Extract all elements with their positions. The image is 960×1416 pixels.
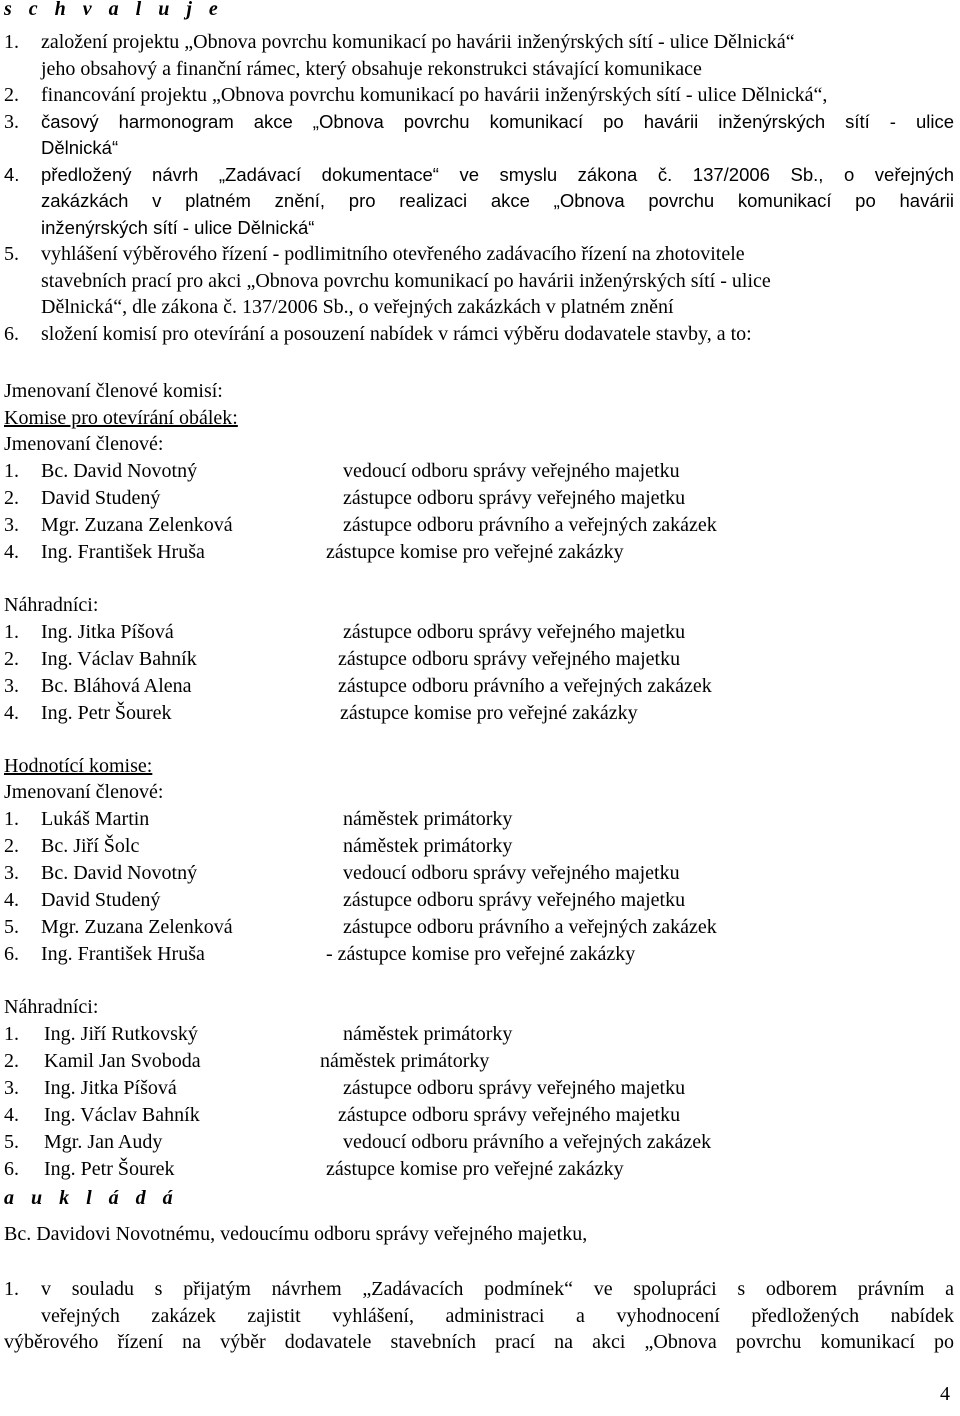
member-number: 2. — [4, 648, 19, 670]
member-number: 1. — [4, 621, 19, 643]
item-number: 1. — [4, 31, 19, 53]
member-name: Ing. Jitka Píšová — [41, 621, 174, 643]
list-item — [4, 162, 954, 242]
item-line: jeho obsahový a finanční rámec, který obsahuje rekonstrukci stávající komunikace — [41, 57, 702, 80]
member-role: zástupce odboru správy veřejného majetku — [343, 1077, 686, 1099]
item-number: 3. — [4, 110, 19, 133]
list-item — [4, 82, 954, 109]
member-role: zástupce odboru právního a veřejných zakázek — [343, 916, 717, 938]
member-row — [4, 860, 904, 886]
item-number: 6. — [4, 322, 19, 345]
member-number: 2. — [4, 1050, 19, 1072]
member-name: Ing. Petr Šourek — [44, 1158, 175, 1180]
list-item — [4, 29, 954, 82]
member-role: náměstek primátorky — [343, 808, 513, 830]
evaluation-committee-title: Hodnotící komise: — [4, 755, 153, 777]
item-line: inženýrských sítí - ulice Dělnická“ — [41, 216, 315, 238]
item-number: 1. — [4, 1278, 19, 1300]
member-name: David Studený — [41, 889, 161, 911]
member-number: 5. — [4, 1131, 19, 1153]
item-line: výběrového řízení na výběr dodavatele stavebních prací na akci „Obnova povrchu komunikací po — [4, 1331, 954, 1353]
member-name: Mgr. Zuzana Zelenková — [41, 916, 233, 938]
member-number: 3. — [4, 1077, 19, 1099]
member-name: Bc. Bláhová Alena — [41, 675, 192, 697]
evaluation-substitutes-label: Náhradníci: — [4, 996, 99, 1018]
member-name: Bc. David Novotný — [41, 460, 198, 482]
member-role: vedoucí odboru správy veřejného majetku — [343, 460, 680, 482]
substitute-row — [4, 646, 904, 672]
member-number: 1. — [4, 808, 19, 830]
item-line: financování projektu „Obnova povrchu komunikací po havárii inženýrských sítí - ulice Dělnická“, — [41, 84, 828, 106]
member-role: zástupce odboru správy veřejného majetku — [338, 648, 681, 670]
addressee: Bc. Davidovi Novotnému, vedoucímu odboru správy veřejného majetku, — [4, 1223, 588, 1245]
substitute-row — [4, 1075, 904, 1101]
item-number: 2. — [4, 84, 19, 106]
member-name: Mgr. Jan Audy — [44, 1131, 163, 1153]
member-name: Ing. František Hruša — [41, 541, 205, 563]
member-number: 2. — [4, 487, 19, 509]
substitute-row — [4, 1048, 904, 1074]
member-role: zástupce komise pro veřejné zakázky — [326, 1158, 624, 1180]
member-role: zástupce odboru správy veřejného majetku — [343, 487, 686, 509]
member-number: 3. — [4, 862, 19, 884]
list-item-continuation — [4, 1329, 954, 1356]
member-row — [4, 539, 904, 565]
member-number: 6. — [4, 943, 19, 965]
item-line: Dělnická“, dle zákona č. 137/2006 Sb., o veřejných zakázkách v platném znění — [41, 296, 674, 318]
member-row — [4, 458, 904, 484]
member-number: 6. — [4, 1158, 19, 1180]
member-name: Ing. František Hruša — [41, 943, 205, 965]
member-name: Ing. Petr Šourek — [41, 702, 172, 724]
page-number: 4 — [940, 1383, 950, 1405]
member-name: Ing. Jiří Rutkovský — [44, 1023, 198, 1045]
member-number: 4. — [4, 889, 19, 911]
member-row — [4, 806, 904, 832]
substitute-row — [4, 619, 904, 645]
member-number: 1. — [4, 1023, 19, 1045]
member-role: zástupce odboru správy veřejného majetku — [343, 621, 686, 643]
member-name: Ing. Jitka Píšová — [44, 1077, 177, 1099]
member-row — [4, 833, 904, 859]
item-line: veřejných zakázek zajistit vyhlášení, administraci a vyhodnocení předložených nabídek — [41, 1304, 954, 1327]
member-number: 3. — [4, 514, 19, 536]
member-number: 2. — [4, 835, 19, 857]
member-number: 5. — [4, 916, 19, 938]
member-role: zástupce komise pro veřejné zakázky — [326, 541, 624, 563]
item-line: v souladu s přijatým návrhem „Zadávacích podmínek“ ve spolupráci s odborem právním a — [41, 1278, 954, 1300]
member-number: 1. — [4, 460, 19, 482]
item-line: časový harmonogram akce „Obnova povrchu komunikací po havárii inženýrských sítí - ulice — [41, 110, 954, 132]
member-name: Lukáš Martin — [41, 808, 150, 830]
member-name: Ing. Václav Bahník — [41, 648, 197, 670]
member-name: David Studený — [41, 487, 161, 509]
member-number: 3. — [4, 675, 19, 697]
member-number: 4. — [4, 1104, 19, 1126]
member-role: náměstek primátorky — [343, 835, 513, 857]
appointed-heading: Jmenovaní členové komisí: — [4, 380, 223, 402]
item-line: vyhlášení výběrového řízení - podlimitního otevřeného zadávacího řízení na zhotovitele — [41, 243, 745, 265]
substitute-row — [4, 1156, 904, 1182]
opening-members-label: Jmenovaní členové: — [4, 433, 164, 455]
item-line: předložený návrh „Zadávací dokumentace“ ve smyslu zákona č. 137/2006 Sb., o veřejných — [41, 163, 954, 185]
member-role: vedoucí odboru právního a veřejných zakázek — [343, 1131, 712, 1153]
member-row — [4, 485, 904, 511]
member-number: 4. — [4, 541, 19, 563]
member-role: náměstek primátorky — [343, 1023, 513, 1045]
list-item — [4, 321, 954, 348]
item-number: 5. — [4, 243, 19, 265]
substitute-row — [4, 1021, 904, 1047]
member-name: Ing. Václav Bahník — [44, 1104, 200, 1126]
substitute-row — [4, 700, 904, 726]
approvals-list — [4, 29, 954, 347]
member-row — [4, 887, 904, 913]
item-number: 4. — [4, 163, 20, 185]
substitute-row — [4, 1129, 904, 1155]
member-name: Mgr. Zuzana Zelenková — [41, 514, 233, 536]
item-line: stavebních prací pro akci „Obnova povrchu komunikací po havárii inženýrských sítí - ulice — [41, 269, 771, 292]
member-role: náměstek primátorky — [320, 1050, 490, 1072]
heading-uklada: a u k l á d á — [4, 1187, 179, 1209]
item-line: Dělnická“ — [41, 137, 119, 158]
item-line: zakázkách v platném znění, pro realizaci akce „Obnova povrchu komunikací po havárii — [41, 190, 954, 211]
item-line: založení projektu „Obnova povrchu komunikací po havárii inženýrských sítí - ulice Dělnická“ — [41, 31, 795, 53]
member-role: zástupce odboru správy veřejného majetku — [343, 889, 686, 911]
opening-substitutes-label: Náhradníci: — [4, 594, 99, 616]
list-item — [4, 1276, 954, 1329]
member-role: vedoucí odboru správy veřejného majetku — [343, 862, 680, 884]
member-role: zástupce komise pro veřejné zakázky — [340, 702, 638, 724]
member-number: 4. — [4, 702, 19, 724]
list-item — [4, 241, 954, 321]
member-role: zástupce odboru právního a veřejných zakázek — [338, 675, 712, 697]
tasks-list — [4, 1276, 954, 1356]
substitute-row — [4, 1102, 904, 1128]
evaluation-members-label: Jmenovaní členové: — [4, 781, 164, 803]
item-line: složení komisí pro otevírání a posouzení nabídek v rámci výběru dodavatele stavby, a to: — [41, 322, 752, 345]
member-row — [4, 941, 904, 967]
member-name: Kamil Jan Svoboda — [44, 1050, 201, 1072]
member-name: Bc. David Novotný — [41, 862, 198, 884]
opening-committee-title: Komise pro otevírání obálek: — [4, 407, 238, 429]
member-name: Bc. Jiří Šolc — [41, 835, 140, 857]
member-role: zástupce odboru právního a veřejných zakázek — [343, 514, 717, 536]
member-role: zástupce odboru správy veřejného majetku — [338, 1104, 681, 1126]
heading-schvaluje: s c h v a l u j e — [4, 0, 224, 20]
substitute-row — [4, 673, 904, 699]
member-row — [4, 512, 904, 538]
member-role: - zástupce komise pro veřejné zakázky — [326, 943, 636, 965]
member-row — [4, 914, 904, 940]
list-item — [4, 109, 954, 162]
